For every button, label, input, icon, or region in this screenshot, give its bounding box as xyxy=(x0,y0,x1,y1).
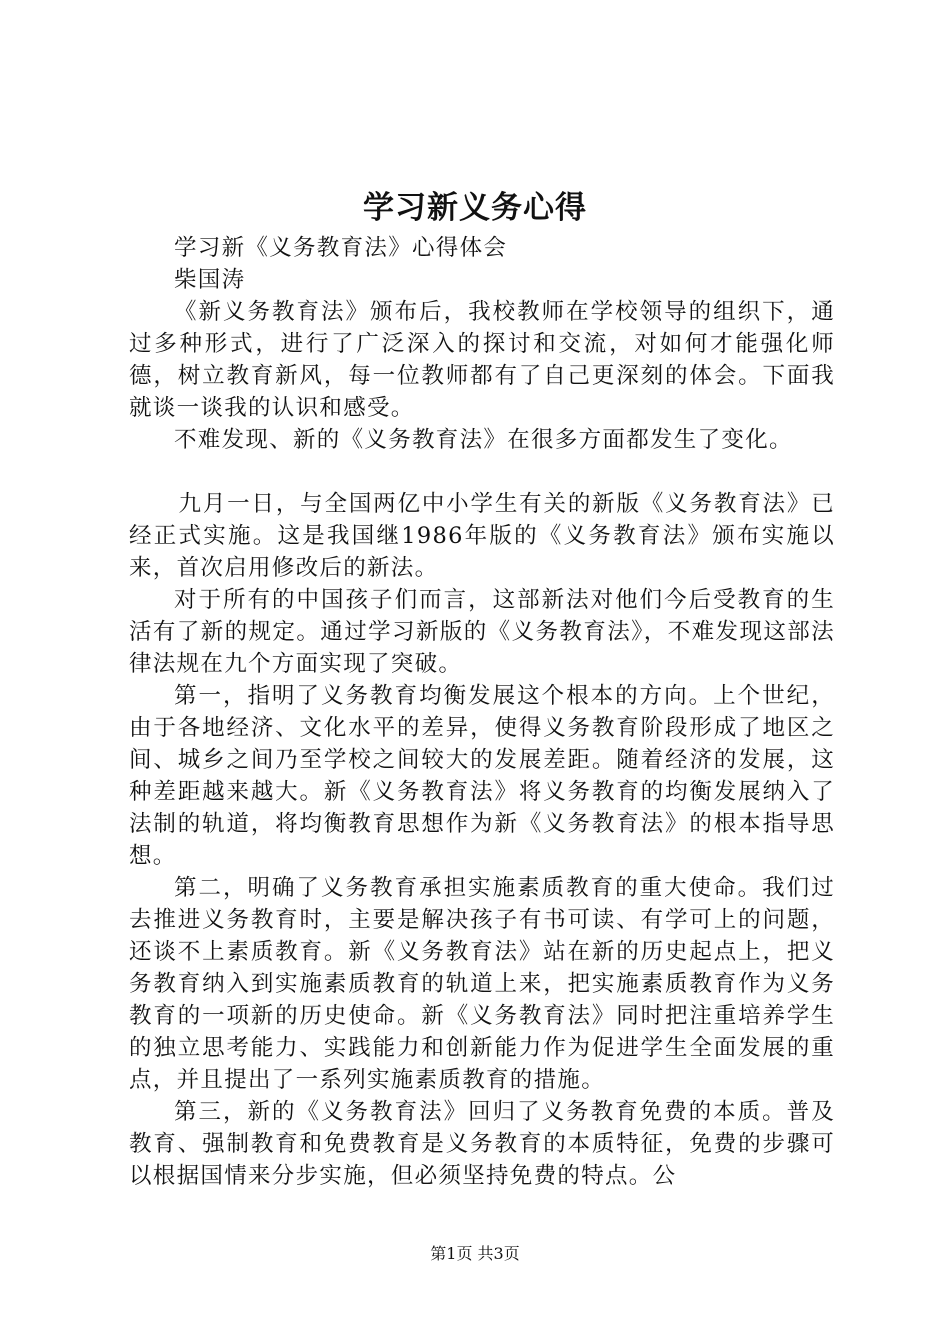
paragraph: 《新义务教育法》颁布后，我校教师在学校领导的组织下，通过多种形式，进行了广泛深入的探讨和交流，对如何才能强化师德，树立教育新风，每一位教师都有了自己更深刻的体会。下面我就谈一谈我的认识和感受。 xyxy=(129,299,835,421)
paragraph: 第三，新的《义务教育法》回归了义务教育免费的本质。普及教育、强制教育和免费教育是义务教育的本质特征，免费的步骤可以根据国情来分步实施，但必须坚持免费的特点。公 xyxy=(129,1099,835,1189)
document-title: 学习新义务心得 xyxy=(363,190,587,226)
blank-line xyxy=(129,456,835,488)
paragraph: 九月一日，与全国两亿中小学生有关的新版《义务教育法》已经正式实施。这是我国继1986年版的《义务教育法》颁布实施以来，首次启用修改后的新法。 xyxy=(129,491,835,581)
paragraph: 对于所有的中国孩子们而言，这部新法对他们今后受教育的生活有了新的规定。通过学习新版的《义务教育法》，不难发现这部法律法规在九个方面实现了突破。 xyxy=(129,587,835,677)
paragraph: 第二，明确了义务教育承担实施素质教育的重大使命。我们过去推进义务教育时，主要是解决孩子有书可读、有学可上的问题，还谈不上素质教育。新《义务教育法》站在新的历史起点上，把义务教育纳入到实施素质教育的轨道上来，把实施素质教育作为义务教育的一项新的历史使命。新《义务教育法》同时把注重培养学生的独立思考能力、实践能力和创新能力作为促进学生全面发展的重点，并且提出了一系列实施素质教育的措施。 xyxy=(129,875,835,1093)
document-author: 柴国涛 xyxy=(174,267,246,293)
paragraph: 第一，指明了义务教育均衡发展这个根本的方向。上个世纪，由于各地经济、文化水平的差异，使得义务教育阶段形成了地区之间、城乡之间乃至学校之间较大的发展差距。随着经济的发展，这种差距越来越大。新《义务教育法》将义务教育的均衡发展纳入了法制的轨道，将均衡教育思想作为新《义务教育法》的根本指导思想。 xyxy=(129,683,835,869)
paragraph: 不难发现、新的《义务教育法》在很多方面都发生了变化。 xyxy=(174,427,793,453)
document-body xyxy=(129,232,835,1192)
page-number: 第1页 共3页 xyxy=(430,1244,520,1263)
document-subtitle: 学习新《义务教育法》心得体会 xyxy=(174,235,508,261)
